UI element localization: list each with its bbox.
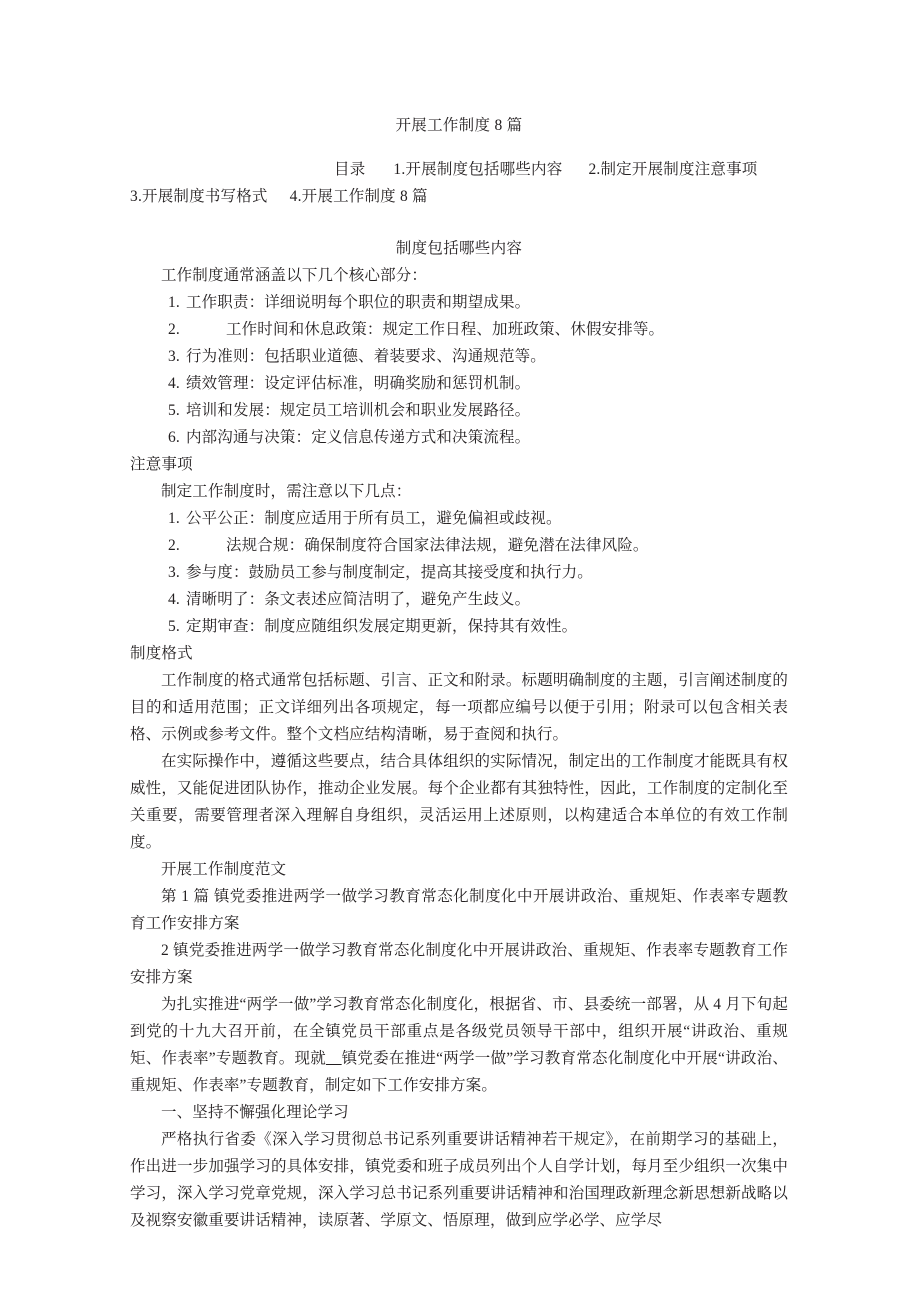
list-item-number: 6. <box>168 429 180 446</box>
list-item <box>130 289 788 316</box>
article-subtitle: 2 镇党委推进两学一做学习教育常态化制度化中开展讲政治、重规矩、作表率专题教育工作安排方案 <box>130 942 788 986</box>
section-heading-content-includes: 制度包括哪些内容 <box>395 240 523 257</box>
list-item-number: 4. <box>168 375 180 392</box>
list-item-label: 清晰明了：条文表述应简洁明了，避免产生歧义。 <box>186 591 531 608</box>
section-heading-format: 制度格式 <box>130 645 193 662</box>
list-item-label: 参与度：鼓励员工参与制度制定，提高其接受度和执行力。 <box>186 564 593 581</box>
list-item-label: 工作职责：详细说明每个职位的职责和期望成果。 <box>186 294 531 311</box>
section-paragraph-format-1: 工作制度的格式通常包括标题、引言、正文和附录。标题明确制度的主题，引言阐述制度的目的和适用范围；正文详细列出各项规定，每一项都应编号以便于引用；附录可以包含相关表格、示例或参考文件。整个文档应结构清晰，易于查阅和执行。 <box>130 672 788 743</box>
list-item-label: 定期审查：制度应随组织发展定期更新，保持其有效性。 <box>186 618 578 635</box>
list-item-label: 工作时间和休息政策：规定工作日程、加班政策、休假安排等。 <box>226 321 665 338</box>
list-item-number: 3. <box>168 348 180 365</box>
page-title: 开展工作制度 8 篇 <box>395 117 523 134</box>
list-item-label: 内部沟通与决策：定义信息传递方式和决策流程。 <box>186 429 531 446</box>
article-paragraph-1-part-b: 镇党委在推进“两学一做”学习教育常态化制度化中开展“讲政治、重规矩、作表率”专题教育，制定如下工作安排方案。 <box>130 1050 788 1094</box>
section-heading-samples: 开展工作制度范文 <box>161 861 287 878</box>
list-item-number: 5. <box>168 402 180 419</box>
article-paragraph-2: 严格执行省委《深入学习贯彻总书记系列重要讲话精神若干规定》，在前期学习的基础上，作出进一步加强学习的具体安排，镇党委和班子成员列出个人自学计划，每月至少组织一次集中学习，深入学习党章党规，深入学习总书记系列重要讲话精神和治国理政新理念新思想新战略以及视察安徽重要讲话精神，读原著、学原文、悟原理，做到应学必学、应学尽 <box>130 1131 788 1229</box>
section-heading-precautions: 注意事项 <box>130 456 193 473</box>
list-item <box>130 586 788 613</box>
list-item <box>130 397 788 424</box>
list-item-number: 3. <box>168 564 180 581</box>
article-subheading-1: 一、坚持不懈强化理论学习 <box>161 1104 349 1121</box>
toc-item-3[interactable]: 3.开展制度书写格式 <box>130 188 268 205</box>
article-paragraph-1 <box>130 991 788 1099</box>
list-item-number: 5. <box>168 618 180 635</box>
list-item <box>130 613 788 640</box>
list-item <box>130 316 788 343</box>
spacer <box>130 139 788 156</box>
table-of-contents <box>130 156 788 210</box>
list-item <box>130 343 788 370</box>
list-item-number: 1. <box>168 510 180 527</box>
list-item <box>130 532 788 559</box>
toc-item-2[interactable]: 2.制定开展制度注意事项 <box>588 161 758 178</box>
list-item-number: 4. <box>168 591 180 608</box>
document-content <box>130 0 788 1234</box>
section-paragraph-format-2: 在实际操作中，遵循这些要点，结合具体组织的实际情况，制定出的工作制度才能既具有权威性，又能促进团队协作，推动企业发展。每个企业都有其独特性，因此，工作制度的定制化至关重要，需要管理者深入理解自身组织，灵活运用上述原则，以构建适合本单位的有效工作制度。 <box>130 753 788 851</box>
toc-label: 目录 <box>334 161 366 178</box>
list-item-label: 法规合规：确保制度符合国家法律法规，避免潜在法律风险。 <box>226 537 649 554</box>
list-item-label: 培训和发展：规定员工培训机会和职业发展路径。 <box>186 402 531 419</box>
section-intro-content-includes: 工作制度通常涵盖以下几个核心部分： <box>161 267 428 284</box>
article-title: 第 1 篇 镇党委推进两学一做学习教育常态化制度化中开展讲政治、重规矩、作表率专题教育工作安排方案 <box>130 888 788 932</box>
list-item <box>130 559 788 586</box>
toc-item-4[interactable]: 4.开展工作制度 8 篇 <box>289 188 428 205</box>
list-item-label: 公平公正：制度应适用于所有员工，避免偏袒或歧视。 <box>186 510 562 527</box>
list-item <box>130 370 788 397</box>
section-intro-precautions: 制定工作制度时，需注意以下几点： <box>161 483 412 500</box>
list-item-label: 绩效管理：设定评估标准，明确奖励和惩罚机制。 <box>186 375 531 392</box>
list-item-number: 1. <box>168 294 180 311</box>
list-item-label: 行为准则：包括职业道德、着装要求、沟通规范等。 <box>186 348 546 365</box>
article-paragraph-1-part-a: 为扎实推进“两学一做”学习教育常态化制度化，根据省、市、县委统一部署，从 4 月下旬起到党的十九大召开前，在全镇党员干部重点是各级党员领导干部中，组织开展“讲政治、重规矩、作表率”专题教育。现就 <box>130 996 788 1067</box>
list-item-number: 2. <box>168 537 180 554</box>
list-item <box>130 505 788 532</box>
spacer <box>130 210 788 235</box>
list-item-number: 2. <box>168 321 180 338</box>
list-item <box>130 424 788 451</box>
fill-in-blank: __ <box>326 1050 342 1067</box>
toc-item-1[interactable]: 1.开展制度包括哪些内容 <box>393 161 563 178</box>
